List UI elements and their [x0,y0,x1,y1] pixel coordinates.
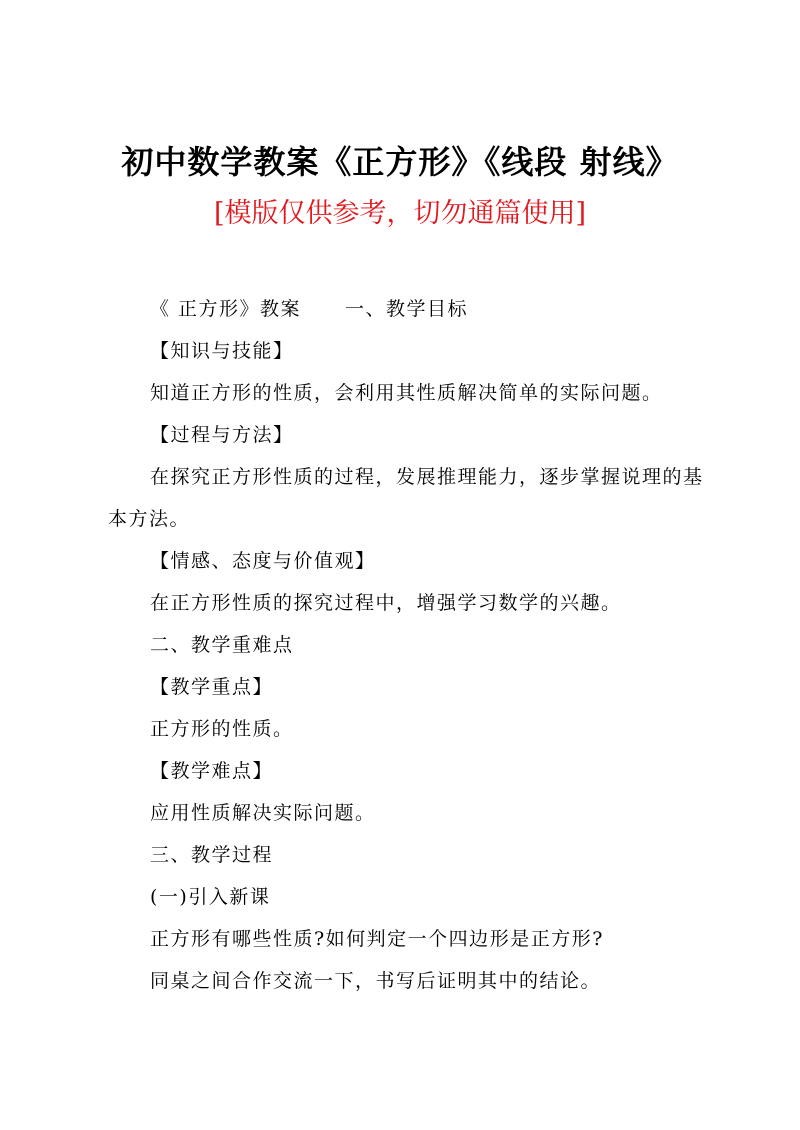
paragraph: 二、教学重难点 [150,634,294,656]
paragraph: 在探究正方形性质的过程，发展推理能力，逐步掌握说理的基本方法。 [108,466,704,530]
document-title: 初中数学教案《正方形》《线段 射线》 [121,143,679,181]
paragraph: 【情感、态度与价值观】 [150,550,376,572]
paragraph: 正方形的性质。 [150,718,294,740]
paragraph: 正方形有哪些性质?如何判定一个四边形是正方形? [150,928,604,950]
document-body [108,288,708,1002]
paragraph: 三、教学过程 [150,844,274,866]
lesson-name: 《 正方形》教案 [150,298,302,320]
paragraph: 【知识与技能】 [150,340,294,362]
paragraph: 在正方形性质的探究过程中，增强学习数学的兴趣。 [150,592,622,614]
paragraph: 【过程与方法】 [150,424,294,446]
section-header [108,288,708,330]
paragraph: 【教学难点】 [150,760,274,782]
paragraph: 应用性质解决实际问题。 [150,802,376,824]
paragraph: 同桌之间合作交流一下，书写后证明其中的结论。 [150,970,602,992]
section-heading-objectives: 一、教学目标 [345,298,469,320]
document-subtitle: [模版仅供参考，切勿通篇使用] [213,198,587,229]
paragraph: 【教学重点】 [150,676,274,698]
paragraph: 知道正方形的性质，会利用其性质解决简单的实际问题。 [150,382,663,404]
paragraph: (一)引入新课 [150,886,271,908]
